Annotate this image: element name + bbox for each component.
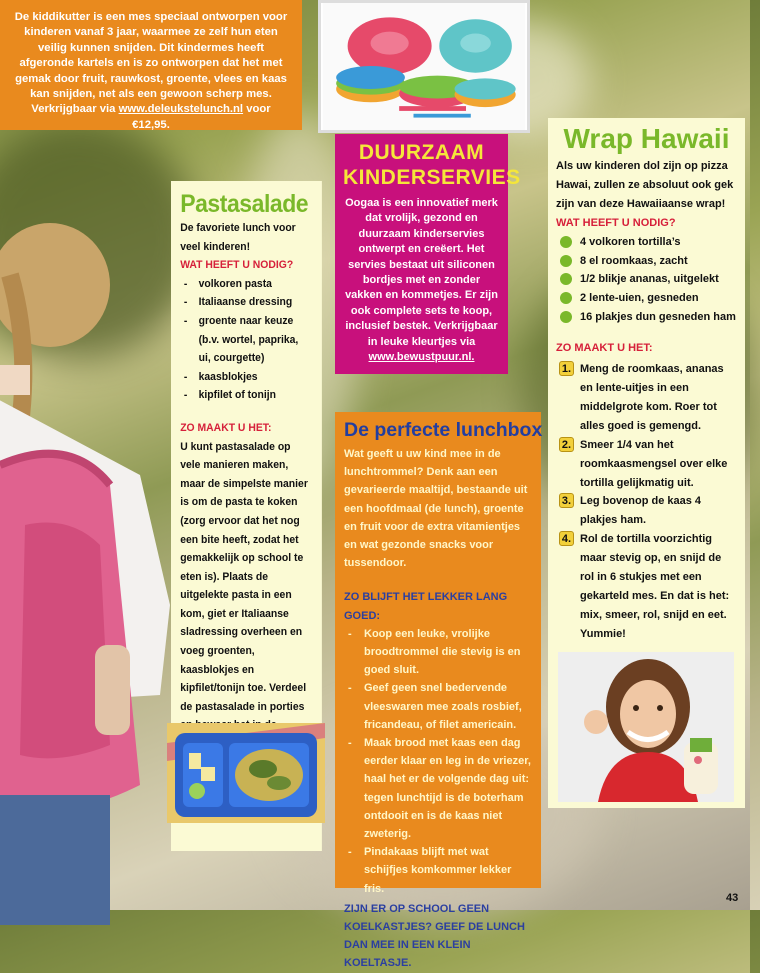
wrap-method-heading: ZO MAAKT U HET: bbox=[556, 342, 653, 355]
pastasalade-intro: De favoriete lunch voor veel kinderen! bbox=[180, 222, 296, 253]
bullet-icon bbox=[560, 273, 572, 285]
step-number: 3. bbox=[559, 493, 574, 508]
bullet-icon bbox=[560, 292, 572, 304]
list-item: 2 lente-uien, gesneden bbox=[556, 289, 737, 308]
list-item: - Koop een leuke, vrolijke broodtrommel die stevig is en goed sluit. bbox=[344, 625, 532, 680]
girl-backpack-photo bbox=[0, 225, 195, 925]
list-item: - Maak brood met kaas een dag eerder klaar en leg in de vriezer, haal het er de volgende dag uit: tegen lunchtijd is de boterham ontdooit en is de kaas niet zweterig. bbox=[344, 734, 532, 843]
list-item: 2. Smeer 1/4 van het roomkaasmengsel over elke tortilla gelijkmatig uit. bbox=[556, 436, 737, 493]
list-item: - volkoren pasta bbox=[180, 275, 312, 294]
pastasalade-method: U kunt pastasalade op vele manieren maken, maar de simpelste manier is om de pasta te koken (zorg ervoor dat het nog een bite heeft, zodat het gemakkelijk op school te eten is). Plaats de uitgelekte pasta in een kom, giet er Italiaanse sladressing overheen en voeg groenten, kaasblokjes en kipfilet/tonijn toe. Verdeel de pastasalade in porties bbox=[180, 440, 308, 713]
lunchbox-box bbox=[335, 412, 543, 970]
duurzaam-link[interactable]: www.bewustpuur.nl. bbox=[368, 351, 475, 364]
wrap-steps bbox=[556, 360, 737, 644]
bullet-icon bbox=[560, 311, 572, 323]
lunchbox-title: De perfecte lunchbox bbox=[344, 419, 543, 441]
wrap-ingredients bbox=[556, 233, 737, 328]
bullet-icon bbox=[560, 236, 572, 248]
list-item: 16 plakjes dun gesneden ham bbox=[556, 308, 737, 327]
kiddikutter-text: De kiddikutter is een mes speciaal ontworpen voor kinderen vanaf 3 jaar, waarmee ze zelf hun eten veilig kunnen snijden. Dit kindermes heeft afgeronde kartels en is zo ontworpen dat het met gemak door fruit, rauwkost, groente, vlees en kaas kan snijden, net als een gewoon scherp mes. Verkrijgbaar via bbox=[14, 11, 288, 116]
bullet-icon bbox=[560, 255, 572, 267]
wrap-needs-heading: WAT HEEFT U NODIG? bbox=[556, 216, 676, 229]
step-number: 4. bbox=[559, 531, 574, 546]
step-number: 1. bbox=[559, 361, 574, 376]
wrap-title: Wrap Hawaii bbox=[563, 123, 730, 154]
pastasalade-needs-heading: WAT HEEFT U NODIG? bbox=[180, 259, 294, 272]
step-number: 2. bbox=[559, 437, 574, 452]
kiddikutter-link[interactable]: www.deleukstelunch.nl bbox=[118, 103, 244, 116]
duurzaam-title: DUURZAAM KINDERSERVIES bbox=[343, 141, 521, 189]
page-number: 43 bbox=[726, 892, 739, 904]
list-item: - kaasblokjes bbox=[180, 368, 312, 387]
lunchbox-tips bbox=[344, 625, 532, 898]
kiddikutter-price: voor €12,95. bbox=[132, 103, 271, 131]
list-item: 3. Leg bovenop de kaas 4 plakjes ham. bbox=[556, 492, 737, 530]
lunchbox-tips-heading: ZO BLIJFT HET LEKKER LANG GOED: bbox=[344, 591, 508, 622]
duurzaam-text: Oogaa is een innovatief merk dat vrolijk, gezond en duurzaam kinderservies ontwerpt en creëert. Het servies bestaat uit siliconen bordjes met en zonder vakken en kommetjes. Er zijn ook complete sets te koop, inclusief bestek. Verkrijgbaar in leuke kleurtjes via bbox=[345, 197, 498, 348]
list-item: 1. Meng de roomkaas, ananas en lente-uitjes in een middelgrote kom. Roer tot alles goed is gemengd. bbox=[556, 360, 737, 436]
lunchbox-closing: ZIJN ER OP SCHOOL GEEN KOELKASTJES? GEEF DE LUNCH DAN MEE IN EEN KLEIN KOELTASJE. bbox=[344, 902, 525, 970]
plates-photo bbox=[318, 0, 530, 133]
lunchbox-intro: Wat geeft u uw kind mee in de lunchtrommel? Denk aan een gevarieerde maaltijd, bestaande uit een hoofdmaal (de lunch), groente en fruit voor de extra vitamientjes en wat gezonde snacks voor tussendoor. bbox=[344, 448, 528, 570]
list-item: - Geef geen snel bedervende vleeswaren mee zoals rosbief, fricandeau, of filet americain. bbox=[344, 679, 532, 734]
pastasalade-ingredients bbox=[180, 275, 312, 405]
wrap-intro: Als uw kinderen dol zijn op pizza Hawai, zullen ze absoluut ook gek zijn van deze Hawaiiaanse wrap! bbox=[556, 160, 734, 210]
list-item: 4 volkoren tortilla’s bbox=[556, 233, 737, 252]
lunchbox-photo bbox=[167, 723, 325, 823]
list-item: 4. Rol de tortilla voorzichtig maar stevig op, en snijd de rol in 6 stukjes met een gekarteld mes. En dat is het: mix, smeer, rol, snijd en eet. Yummie! bbox=[556, 530, 737, 643]
list-item: - groente naar keuze (b.v. wortel, paprika, ui, courgette) bbox=[180, 312, 312, 368]
list-item: 8 el roomkaas, zacht bbox=[556, 252, 737, 271]
pastasalade-method-heading: ZO MAAKT U HET: bbox=[180, 421, 272, 434]
list-item: - Pindakaas blijft met wat schijfjes komkommer lekker fris. bbox=[344, 843, 532, 898]
pastasalade-title: Pastasalade bbox=[180, 190, 309, 218]
list-item: - kipfilet of tonijn bbox=[180, 386, 312, 405]
list-item: - Italiaanse dressing bbox=[180, 293, 312, 312]
girl-wrap-photo bbox=[558, 652, 734, 802]
kiddikutter-box bbox=[0, 0, 302, 130]
list-item: 1/2 blikje ananas, uitgelekt bbox=[556, 270, 737, 289]
duurzaam-kinderservies-box bbox=[335, 134, 521, 374]
